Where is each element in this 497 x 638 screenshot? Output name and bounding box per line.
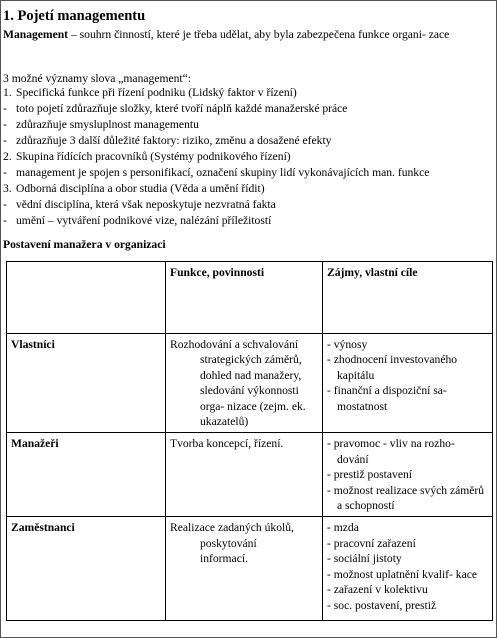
list-item-text: Skupina řídících pracovníků (Systémy podnikového řízení) [16,150,291,163]
duties-line: dohled nad manažery, [200,368,302,382]
duties-line: sledování výkonnosti [200,384,299,398]
duties-line: poskytování [200,536,257,550]
list-item-text: Odborná disciplína a obor studia (Věda a umění řídit) [16,182,265,195]
list-item-text: toto pojetí zdůrazňuje složky, které tvoří náplň každé manažerské práce [16,102,348,115]
definition-text: – souhrn činností, které je třeba udělat, aby byla zabezpečena funkce organi- zace [68,28,450,41]
list-item-text: 3 možné významy slova „management“: [3,72,192,85]
interest-item: - soc. postavení, prestiž [327,598,437,612]
interest-item: - pravomoc - vliv na rozho- dování [327,437,455,466]
list-marker: 3. [3,182,12,195]
list-marker: 2. [3,150,12,163]
list-marker: - [3,214,7,227]
interest-item: - výnosy [327,338,368,351]
row-label: Manažeři [7,433,166,517]
interest-item: - finanční a dispoziční sa- mostatnost [327,384,447,413]
list-item-text: zdůrazňuje smysluplnost managementu [16,118,199,131]
list-dash-item [3,102,347,116]
list-marker: - [3,166,7,179]
interests-cell [323,334,493,433]
interest-item: - možnost realizace svých záměrů a schopností [327,483,485,513]
definition-term: Management [3,28,69,41]
duties-cell [166,433,323,517]
interest-item: - zařazení v kolektivu [327,583,428,597]
section-subheading: Postavení manažera v organizaci [3,238,166,251]
duties-line: Rozhodování a schvalování [170,338,299,351]
list-numbered-item [3,86,297,100]
list-intro [3,72,191,86]
list-item-text: management je spojen s personifikací, označení skupiny lidí vykonávajících man. funkce [16,166,430,179]
stakeholder-table [6,261,493,621]
duties-line: informací. [200,552,248,566]
table-header-cell: Zájmy, vlastní cíle [323,262,493,334]
interest-item: - zhodnocení investovaného kapitálu [327,353,458,382]
table-row [7,334,493,433]
list-numbered-item [3,150,291,164]
duties-line: strategických záměrů, [200,353,302,367]
row-label: Zaměstnanci [7,517,166,621]
table-row [7,517,493,621]
duties-line: ukazatelů) [200,415,249,429]
list-numbered-item [3,182,265,196]
list-dash-item [3,214,271,228]
interest-item: - mzda [327,521,359,535]
row-label: Vlastníci [7,334,166,433]
list-item-text: zdůrazňuje 3 další důležité faktory: riziko, změnu a dosažené efekty [16,134,332,147]
list-item-text: vědní disciplína, která však neposkytuje nezvratná fakta [16,198,276,211]
interest-item: - pracovní zařazení [327,536,416,550]
definition-paragraph [3,27,483,43]
duties-line: orga- nizace (zejm. ek. [200,399,306,413]
duties-cell [166,334,323,433]
list-marker: - [3,198,7,211]
list-dash-item [3,166,429,180]
interest-item: - prestiž postavení [327,468,412,482]
list-marker: - [3,102,7,115]
list-item-text: Specifická funkce při řízení podniku (Lidský faktor v řízení) [16,86,297,99]
list-marker: 1. [3,86,12,99]
list-dash-item [3,118,199,132]
interests-cell [323,517,493,621]
table-header-cell: Funkce, povinnosti [166,262,323,334]
duties-line: Realizace zadaných úkolů, [170,521,294,535]
interest-item: - možnost uplatnění kvalif- kace [327,567,478,581]
duties-cell [166,517,323,621]
table-header-cell [7,262,166,334]
list-marker: - [3,134,7,147]
interests-cell [323,433,493,517]
list-item-text: umění – vytváření podnikové vize, nalézání příležitostí [16,214,272,227]
table-row [7,433,493,517]
page-title: 1. Pojetí managementu [3,8,146,24]
list-marker: - [3,118,7,131]
interest-item: - sociální jistoty [327,552,402,566]
duties-line: Tvorba koncepcí, řízení. [170,437,284,451]
table-header-row [7,262,493,334]
list-dash-item [3,198,276,212]
list-dash-item [3,134,331,148]
